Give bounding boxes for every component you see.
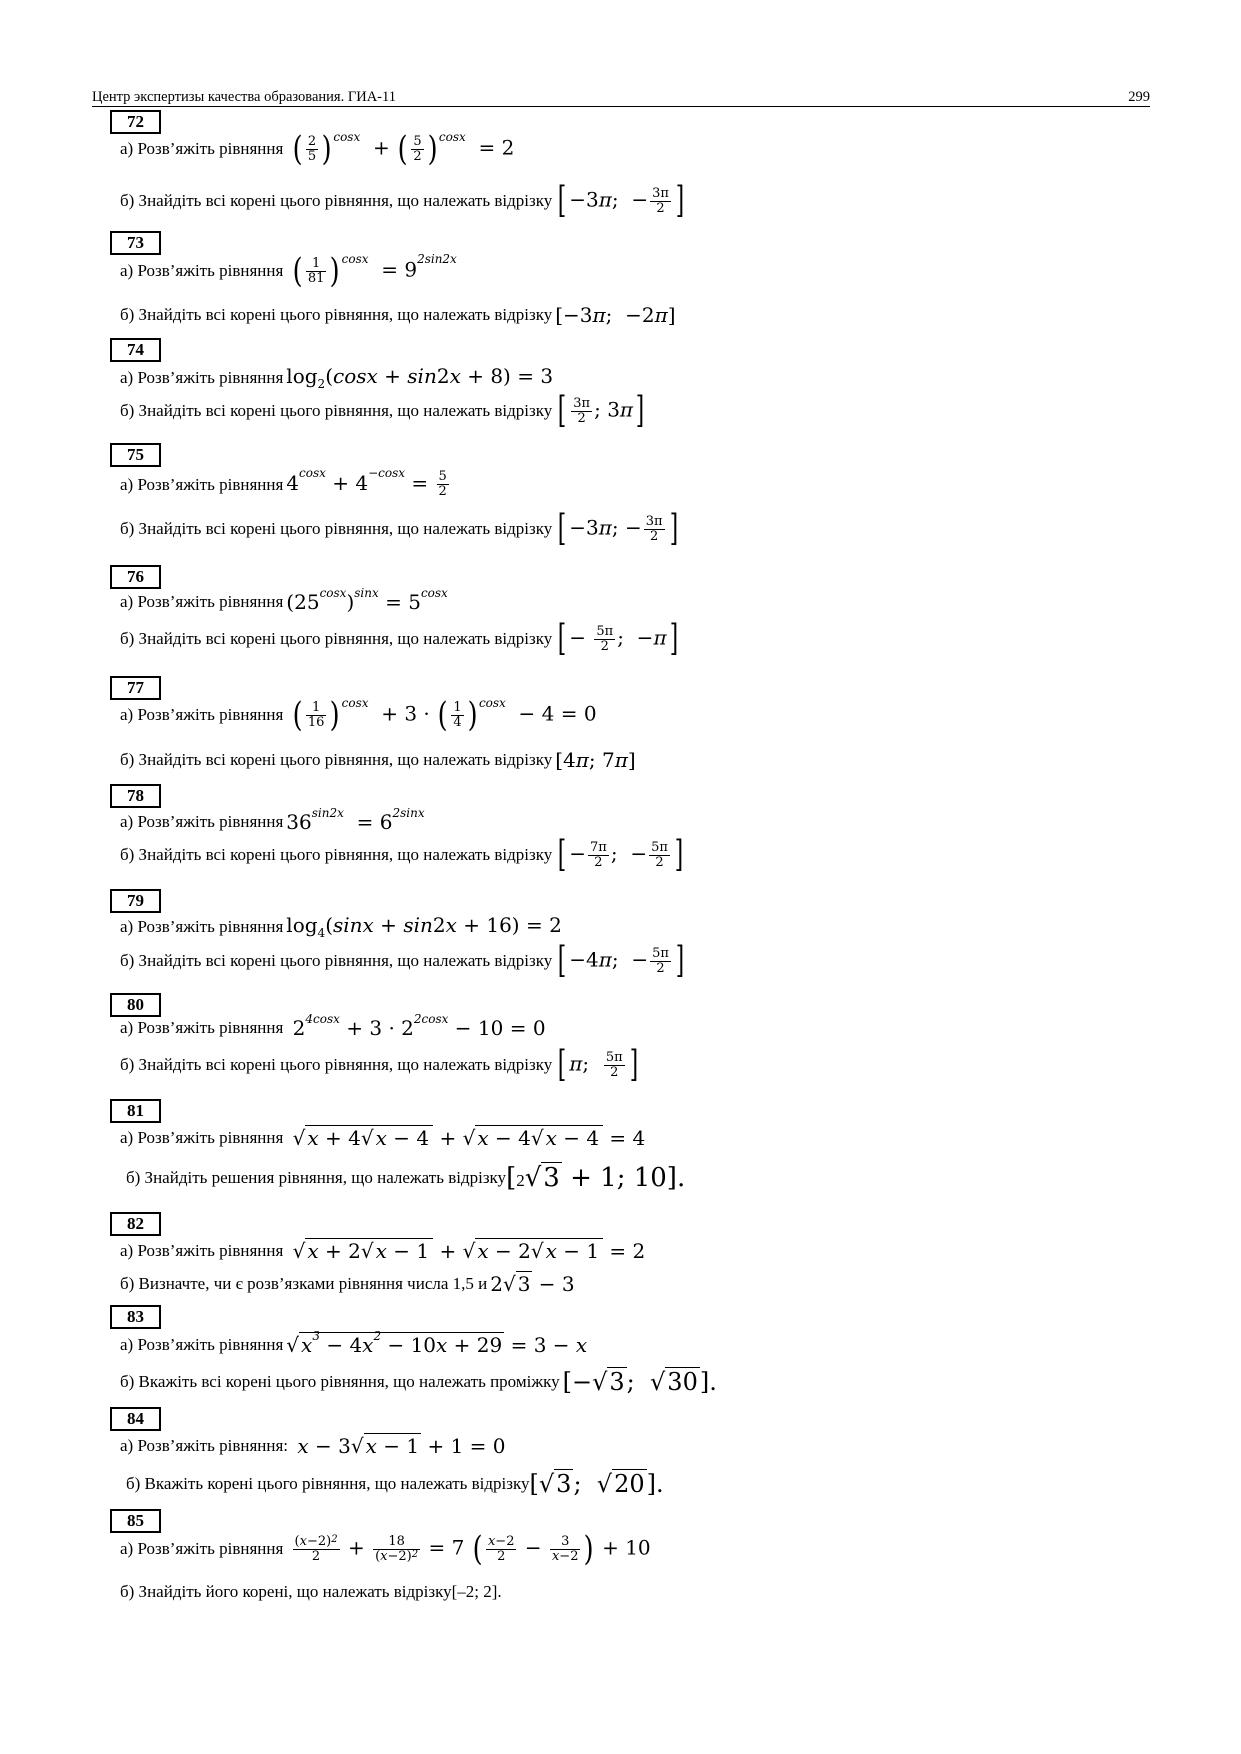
- header-title: Центр экспертизы качества образования. ГИА-11: [92, 89, 396, 105]
- problem-part-b: б) Знайдіть його корені, що належать відрізку[–2; 2].: [120, 1582, 502, 1602]
- equation: x − 3√ x − 1 + 1 = 0: [297, 1434, 506, 1458]
- page-header: [92, 88, 1150, 106]
- problem-part-b: б) Знайдіть всі корені цього рівняння, що належать відрізку [ − $\frac{5\pi}{2}$ ; −π]: [120, 624, 681, 654]
- problem-part-a: а) Розв’яжіть рівняння ( $\frac{1}{16}$ ) $^{cosx}$ + 3 · ( $\frac{1}{4}$ ) $^{cosx}$ − 4 = 0: [120, 695, 597, 735]
- problem-part-a: а) Розв’яжіть рівняння √ $x^3 - 4x^2 - 10x + 29 = 3 - x$: [120, 1329, 588, 1357]
- page-number: 299: [1128, 89, 1150, 105]
- problem-part-b: б) Знайдіть всі корені цього рівняння, що належать відрізку [ −3π; − $\frac{3\pi}{2}$ ]: [120, 186, 687, 216]
- equation: $36^{sin2x} = 6^{2sinx}$: [286, 806, 425, 834]
- problem-part-b: б) Знайдіть всі корені цього рівняння, що належать відрізку [ $\frac{3\pi}{2}$ ; 3π]: [120, 396, 647, 426]
- problem-part-b: б) Знайдіть всі корені цього рівняння, що належать відрізку [ −4π; − $\frac{5\pi}{2}$ ]: [120, 946, 687, 976]
- header-rule: [92, 106, 1150, 107]
- problem-part-b: б) Вкажіть всі корені цього рівняння, що належать проміжку [−√3; √30].: [120, 1368, 717, 1396]
- problem-number: 73: [110, 231, 161, 255]
- equation: ( $\frac{1}{81}$ ) $^{cosx} = 9^{2sin2x}$: [292, 251, 457, 291]
- problem-part-a: а) Розв’яжіть рівняння: x − 3√ x − 1 + 1 = 0: [120, 1434, 506, 1458]
- interval: [ $\frac{3\pi}{2}$ ; 3π]: [558, 390, 645, 431]
- problem-number: 85: [110, 1509, 161, 1533]
- problem-number: 84: [110, 1407, 161, 1431]
- problem-part-a: а) Розв’яжіть рівняння √ x + 2√ x − 1 + √ x − 2√ x − 1 = 2: [120, 1239, 646, 1263]
- problem-part-a: а) Розв’яжіть рівняння $(25^{cosx})^{sinx} = 5^{cosx}$: [120, 586, 448, 614]
- problem-part-a: а) Розв’яжіть рівняння $36^{sin2x} = 6^{2sinx}$: [120, 806, 425, 834]
- interval: [ −3π; − $\frac{3\pi}{2}$ ]: [558, 180, 685, 221]
- problem-number: 76: [110, 565, 161, 589]
- problem-number: 82: [110, 1212, 161, 1236]
- equation: √ x + 2√ x − 1 + √ x − 2√ x − 1 = 2: [286, 1239, 646, 1263]
- equation: $4^{cosx} + 4^{-cosx}$ = $\frac{5}{2}$: [286, 466, 447, 499]
- problem-number: 83: [110, 1305, 161, 1329]
- problem-number: 81: [110, 1099, 161, 1123]
- equation: $(25^{cosx})^{sinx} = 5^{cosx}$: [286, 586, 448, 614]
- problem-part-b: б) Знайдіть всі корені цього рівняння, що належать відрізку [−3π; −2π]: [120, 303, 676, 327]
- problem-part-b: б) Знайдіть всі корені цього рівняння, що належать відрізку [ π; $\frac{5\pi}{2}$ ]: [120, 1050, 641, 1080]
- interval: [ π; $\frac{5\pi}{2}$ ]: [558, 1044, 638, 1085]
- problem-number: 80: [110, 993, 161, 1017]
- interval: [√3; √20].: [529, 1470, 664, 1498]
- problem-part-a: а) Розв’яжіть рівняння ( $\frac{1}{81}$ ) $^{cosx} = 9^{2sin2x}$: [120, 251, 457, 291]
- interval: [ − $\frac{5\pi}{2}$ ; −π]: [558, 618, 678, 659]
- problem-number: 79: [110, 889, 161, 913]
- problem-part-b: б) Визначте, чи є розв’язками рівняння числа 1,5 и 2√ 3 − 3: [120, 1272, 575, 1296]
- equation: $2^{4cosx} + 3 \cdot 2^{2cosx} - 10 = 0$: [286, 1012, 546, 1040]
- interval: [2√3 + 1; 10].: [506, 1163, 686, 1193]
- interval: [−√3; √30].: [562, 1368, 717, 1396]
- equation: √ x + 4√ x − 4 + √ x − 4√ x − 4 = 4: [286, 1126, 646, 1150]
- equation: $\log_2(\cos x + \sin 2x + 8) = 3$: [286, 364, 554, 391]
- problem-part-a: а) Розв’яжіть рівняння √ x + 4√ x − 4 + √ x − 4√ x − 4 = 4: [120, 1126, 646, 1150]
- equation: $\log_4(\sin x + \sin 2x + 16) = 2$: [286, 913, 562, 940]
- interval: [4π; 7π]: [555, 748, 636, 772]
- equation: ( $\frac{2}{5}$ ) $^{cosx}$ + ( $\frac{5}{2}$ ) $^{cosx}$ = 2: [292, 129, 515, 169]
- problem-part-b: б) Знайдіть всі корені цього рівняння, що належать відрізку [4π; 7π]: [120, 748, 636, 772]
- problem-number: 78: [110, 784, 161, 808]
- interval: [ − $\frac{7\pi}{2}$ ; − $\frac{5\pi}{2}$ ]: [558, 834, 684, 875]
- equation: $\frac{(x-2)^2}{2}$ + $\frac{18}{(x-2)^2}$ = 7 ( $\frac{x-2}{2}$ − $\frac{3}{x-2}$ ) + 10: [294, 1529, 651, 1569]
- equation: ( $\frac{1}{16}$ ) $^{cosx}$ + 3 · ( $\frac{1}{4}$ ) $^{cosx}$ − 4 = 0: [292, 695, 597, 735]
- problem-part-a: а) Розв’яжіть рівняння $4^{cosx} + 4^{-cosx}$ = $\frac{5}{2}$: [120, 470, 451, 499]
- problem-part-a: а) Розв’яжіть рівняння $\log_4(\sin x + \sin 2x + 16) = 2$: [120, 913, 562, 940]
- problem-part-a: а) Розв’яжіть рівняння $2^{4cosx} + 3 \cdot 2^{2cosx} - 10 = 0$: [120, 1012, 546, 1040]
- problem-number: 74: [110, 338, 161, 362]
- problem-part-a: а) Розв’яжіть рівняння $\log_2(\cos x + \sin 2x + 8) = 3$: [120, 364, 554, 391]
- problem-part-b: б) Вкажіть корені цього рівняння, що належать відрізку[√3; √20].: [126, 1470, 664, 1498]
- problem-part-a: а) Розв’яжіть рівняння $\frac{(x-2)^2}{2}$ + $\frac{18}{(x-2)^2}$ = 7 ( $\frac{x-2}{2}$ − $\frac{3}{x-2}$ ) + 10: [120, 1529, 651, 1569]
- problem-number: 75: [110, 443, 161, 467]
- problem-part-a: а) Розв’яжіть рівняння ( $\frac{2}{5}$ ) $^{cosx}$ + ( $\frac{5}{2}$ ) $^{cosx}$ = 2: [120, 129, 515, 169]
- problem-part-b: б) Знайдіть всі корені цього рівняння, що належать відрізку [ − $\frac{7\pi}{2}$ ; − $\frac{5\pi}{2}$ ]: [120, 840, 686, 870]
- problem-part-b: б) Знайдіть всі корені цього рівняння, що належать відрізку [ −3π; − $\frac{3\pi}{2}$ ]: [120, 514, 681, 544]
- problem-number: 72: [110, 110, 161, 134]
- equation: √ $x^3 - 4x^2 - 10x + 29 = 3 - x$: [286, 1329, 588, 1357]
- interval: [−3π; −2π]: [555, 303, 676, 327]
- expression: 2√ 3 − 3: [490, 1272, 575, 1296]
- interval: [ −3π; − $\frac{3\pi}{2}$ ]: [558, 508, 678, 549]
- problem-number: 77: [110, 676, 161, 700]
- problem-part-b: б) Знайдіть решения рівняння, що належать відрізку[2√3 + 1; 10].: [126, 1163, 686, 1193]
- interval: [ −4π; − $\frac{5\pi}{2}$ ]: [558, 940, 685, 981]
